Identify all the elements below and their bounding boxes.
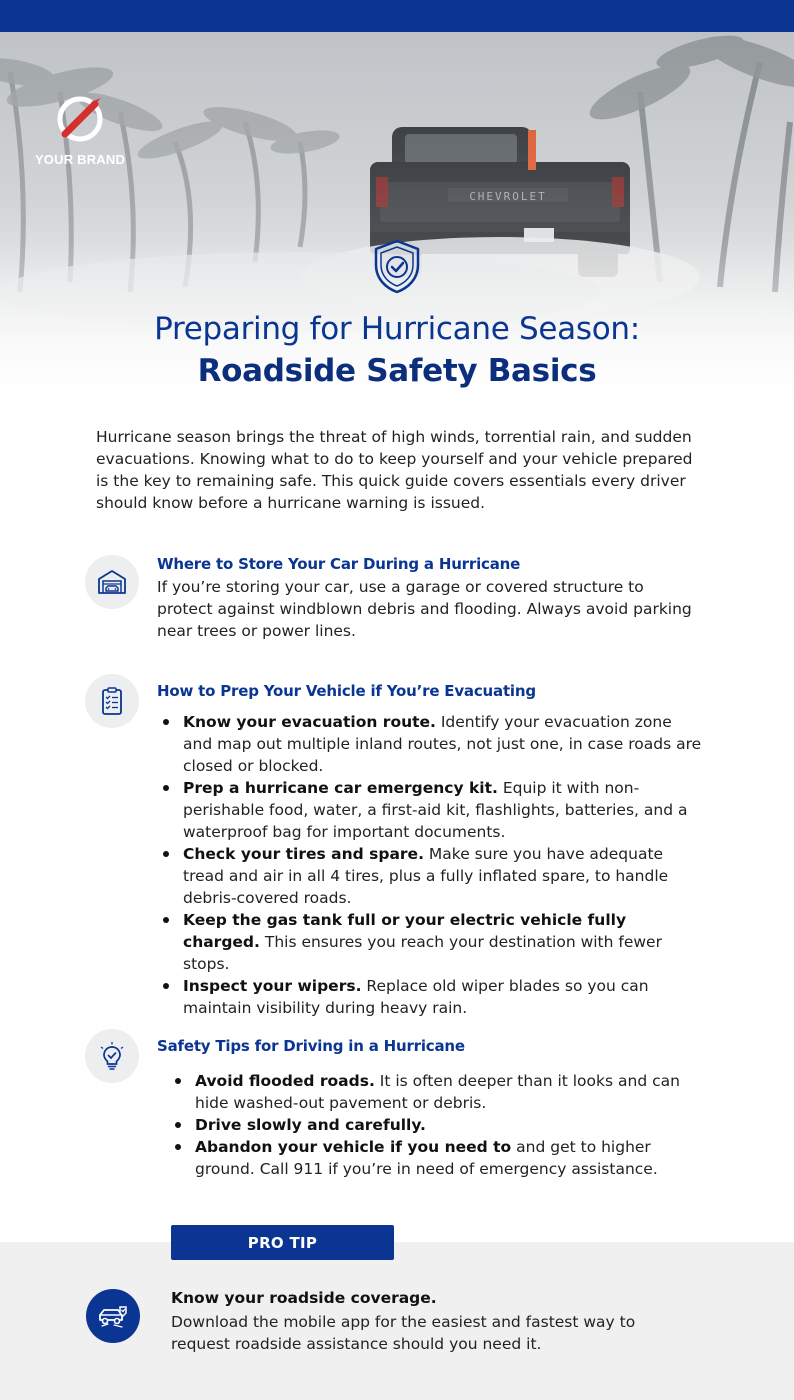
roadside-assistance-car-icon — [96, 1299, 130, 1333]
list-item: Inspect your wipers. Replace old wiper blades so you can maintain visibility during heavy rain. — [157, 975, 702, 1019]
list-item: Drive slowly and carefully. — [169, 1114, 702, 1136]
brand-logo — [30, 94, 130, 167]
section-body-storage: If you’re storing your car, use a garage or covered structure to protect against windblown debris and flooding. Always avoid parking near trees or power lines. — [157, 578, 692, 640]
list-item: Keep the gas tank full or your electric vehicle fully charged. This ensures you reach your destination with fewer stops. — [157, 909, 702, 975]
section-icon-circle — [85, 555, 139, 609]
section-title-storage: Where to Store Your Car During a Hurricane — [157, 555, 521, 573]
section-icon-circle — [85, 674, 139, 728]
top-bar — [0, 0, 794, 32]
protip-heading: Know your roadside coverage. — [171, 1289, 437, 1307]
brand-mark-icon — [55, 94, 105, 144]
page-title-line1: Preparing for Hurricane Season: — [154, 311, 640, 347]
driving-tips-list — [169, 1070, 702, 1180]
list-item: Abandon your vehicle if you need to and get to higher ground. Call 911 if you’re in need of emergency assistance. — [169, 1136, 702, 1180]
protip-body: Download the mobile app for the easiest and fastest way to request roadside assistance should you need it. — [171, 1313, 636, 1353]
evacuation-checklist — [157, 711, 702, 1019]
intro-paragraph: Hurricane season brings the threat of high winds, torrential rain, and sudden evacuations. Knowing what to do to keep yourself and your vehicle prepared is the key to remaining safe. This quick guide covers essentials every driver should know before a hurricane warning is issued. — [96, 428, 693, 512]
brand-name: YOUR BRAND — [34, 152, 126, 167]
section-title-evacuation: How to Prep Your Vehicle if You’re Evacuating — [157, 682, 536, 700]
garage-icon — [96, 566, 128, 598]
list-item: Know your evacuation route. Identify your evacuation zone and map out multiple inland routes, not just one, in case roads are closed or blocked. — [157, 711, 702, 777]
protip-icon-circle — [86, 1289, 140, 1343]
page-title — [0, 308, 794, 392]
section-icon-circle — [85, 1029, 139, 1083]
list-item: Check your tires and spare. Make sure you have adequate tread and air in all 4 tires, plus a fully inflated spare, to handle debris-covered roads. — [157, 843, 702, 909]
list-item: Prep a hurricane car emergency kit. Equip it with non-perishable food, water, a first-aid kit, flashlights, batteries, and a waterproof bag for important documents. — [157, 777, 702, 843]
shield-check-icon — [371, 238, 423, 294]
section-title-driving: Safety Tips for Driving in a Hurricane — [157, 1037, 465, 1055]
list-item: Avoid flooded roads. It is often deeper than it looks and can hide washed-out pavement or debris. — [169, 1070, 702, 1114]
clipboard-checklist-icon — [96, 685, 128, 717]
protip-label: PRO TIP — [171, 1225, 394, 1260]
lightbulb-check-icon — [96, 1040, 128, 1072]
page-title-line2: Roadside Safety Basics — [197, 353, 597, 389]
